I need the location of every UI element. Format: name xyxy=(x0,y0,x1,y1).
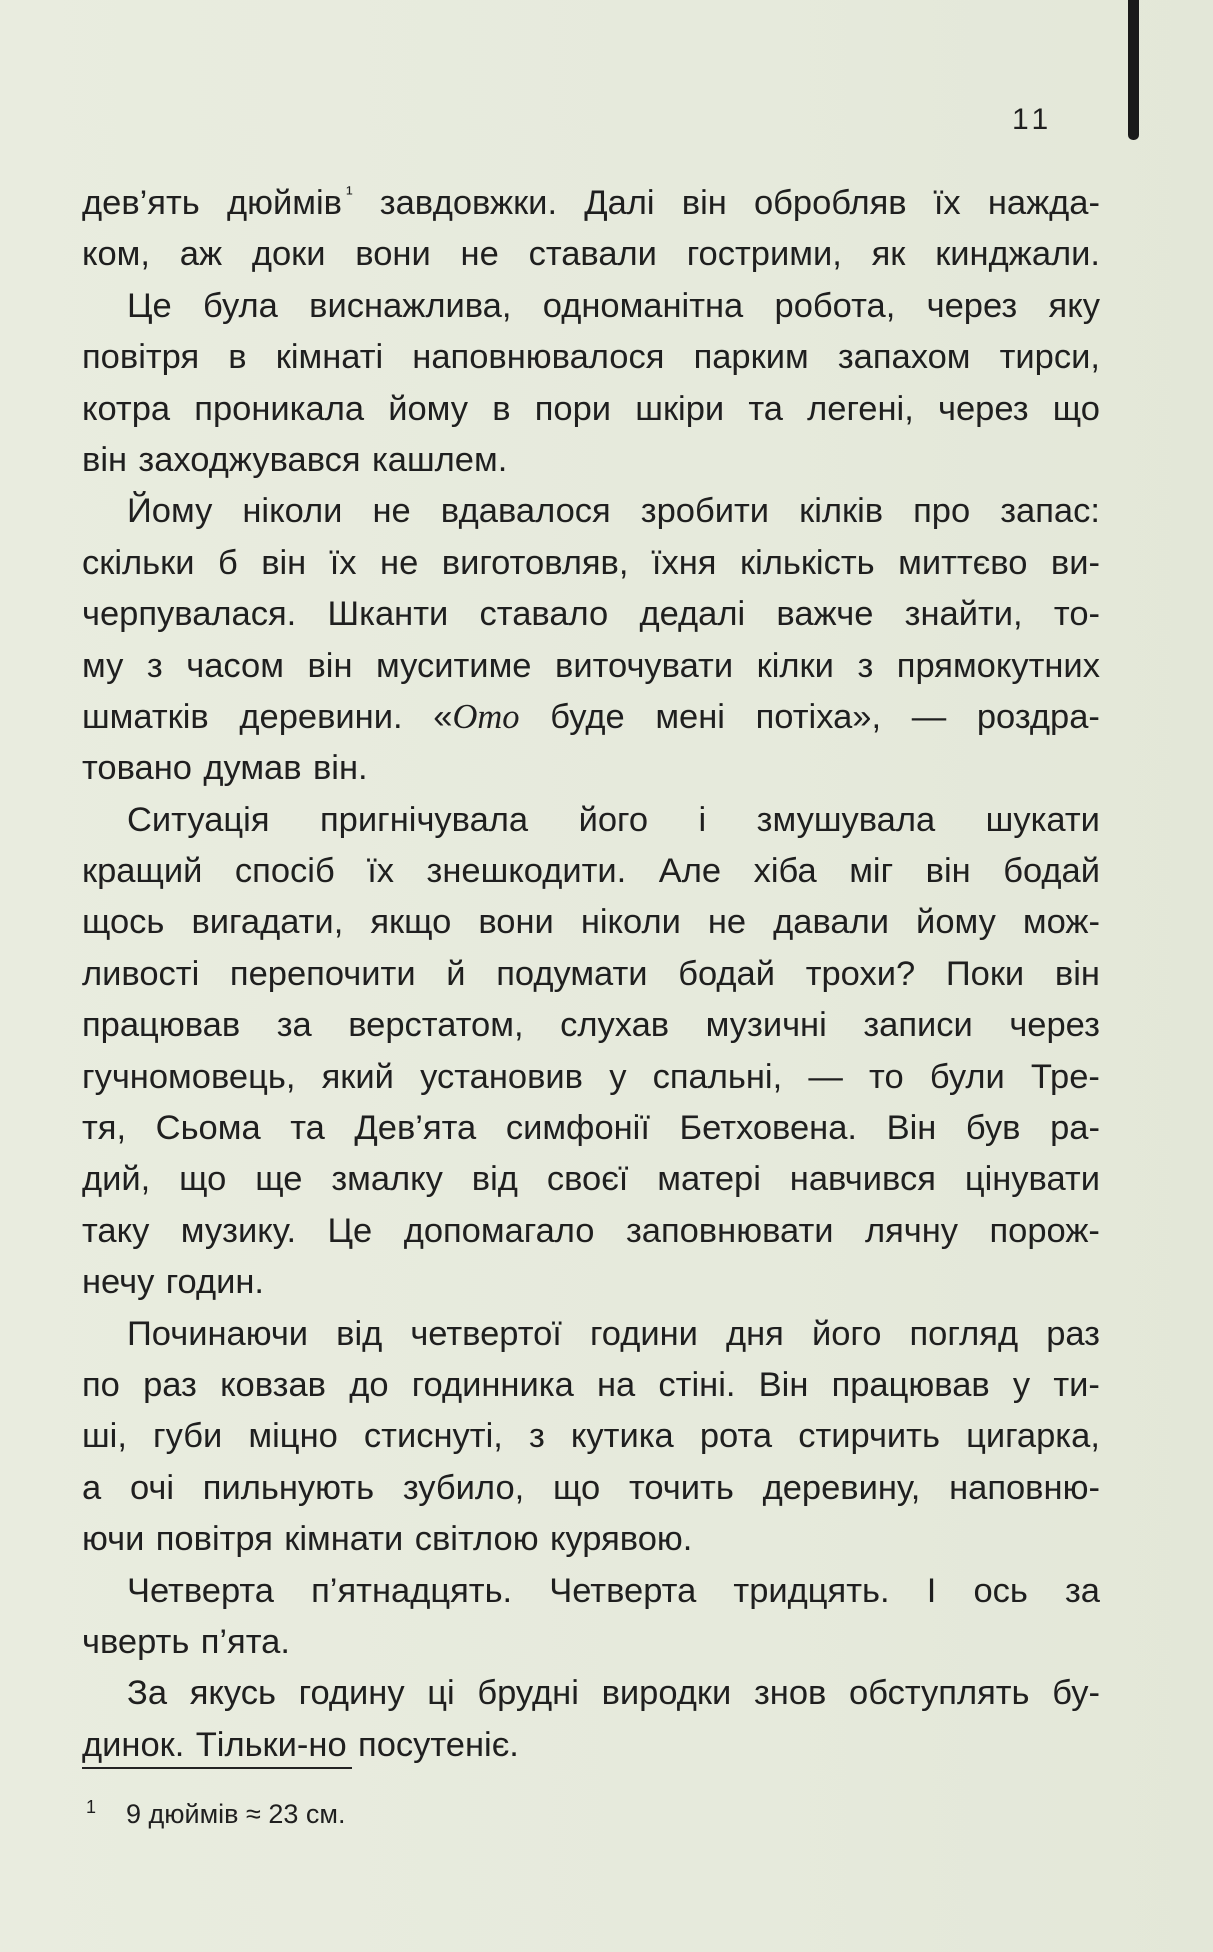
word: нечу xyxy=(82,1263,155,1302)
word: він xyxy=(82,440,128,479)
text-line xyxy=(82,897,1100,948)
body-text xyxy=(82,178,1100,1771)
word: Він xyxy=(758,1365,809,1404)
word: ці xyxy=(427,1674,455,1713)
word: Далі xyxy=(584,184,655,222)
word: на xyxy=(596,1365,636,1404)
text-line xyxy=(82,846,1100,897)
text-line xyxy=(82,384,1100,435)
word: йому xyxy=(388,389,469,428)
word: — xyxy=(911,697,947,736)
text-line xyxy=(82,1514,1100,1565)
word: му xyxy=(82,646,124,685)
word: зубило, xyxy=(402,1468,525,1507)
word: проникала xyxy=(194,389,365,428)
word: роздра- xyxy=(976,697,1100,736)
word: ливості xyxy=(82,954,200,993)
text-line xyxy=(82,1411,1100,1462)
word: кількість xyxy=(739,543,875,582)
word: кращий xyxy=(82,852,203,891)
word: їх xyxy=(933,184,961,222)
word: ра- xyxy=(1050,1109,1100,1148)
footnote-divider xyxy=(82,1767,352,1769)
word: обробляв xyxy=(753,184,907,222)
text-line xyxy=(82,538,1100,589)
text-line xyxy=(82,435,1100,486)
word: верстатом, xyxy=(348,1006,524,1045)
word: рота xyxy=(699,1417,773,1456)
word: Шканти xyxy=(327,595,449,634)
word: Це xyxy=(327,1211,373,1250)
word: тирси, xyxy=(999,338,1100,377)
word: дий, xyxy=(82,1160,151,1199)
word: ставало xyxy=(479,595,609,634)
text-line xyxy=(82,1668,1100,1719)
word: ком, xyxy=(82,235,150,274)
word: точить xyxy=(628,1468,734,1507)
word: стирчить xyxy=(798,1417,940,1456)
word: кашлем. xyxy=(371,440,508,479)
word: обступлять xyxy=(849,1674,1030,1713)
word: кілки xyxy=(756,646,834,685)
word: записи xyxy=(863,1006,973,1045)
text-line xyxy=(82,1309,1100,1360)
text-line xyxy=(82,1617,1100,1668)
word: знов xyxy=(753,1674,827,1713)
text-line xyxy=(82,1000,1100,1051)
word: виснажлива, xyxy=(309,286,512,325)
word: вони xyxy=(478,903,554,942)
word: скільки xyxy=(82,543,195,582)
word: вдавалося xyxy=(440,492,611,531)
word: дев’ять xyxy=(82,184,200,222)
word: ючи xyxy=(82,1520,145,1559)
word: годинника xyxy=(411,1365,574,1404)
text-line xyxy=(82,281,1100,332)
word: від xyxy=(471,1160,518,1199)
word: — xyxy=(808,1057,843,1096)
word: бодай xyxy=(1003,852,1100,891)
word: муситиме xyxy=(376,646,532,685)
word: п’ятнадцять. xyxy=(311,1571,513,1610)
word: шукати xyxy=(985,800,1100,839)
word: деревини. xyxy=(239,697,403,736)
word: пори xyxy=(534,389,612,428)
word: він xyxy=(307,646,353,685)
word: виродки xyxy=(601,1674,732,1713)
word: наповнювалося xyxy=(412,338,665,377)
word: Тре- xyxy=(1030,1057,1100,1096)
word: їхня xyxy=(651,543,717,582)
text-line xyxy=(82,692,1100,743)
word: в xyxy=(492,389,511,428)
text-line xyxy=(82,743,1100,794)
word: їх xyxy=(367,852,395,891)
word: виточувати xyxy=(555,646,734,685)
word: в xyxy=(228,338,247,377)
word: він. xyxy=(312,749,368,788)
word: «Ото xyxy=(433,697,520,736)
word: та xyxy=(748,389,783,428)
word: Дев’ята xyxy=(354,1109,477,1148)
word: міг xyxy=(849,852,894,891)
word: спальні, xyxy=(652,1057,783,1096)
word: раз xyxy=(1046,1314,1100,1353)
word: знайти, xyxy=(904,595,1023,634)
word: про xyxy=(913,492,971,531)
footnote-text: 9 дюймів ≈ 23 см. xyxy=(126,1799,346,1829)
word: який xyxy=(321,1057,394,1096)
word: пригнічувала xyxy=(320,800,529,839)
word: якусь xyxy=(189,1674,276,1713)
word: гучномовець, xyxy=(82,1057,296,1096)
word: ще xyxy=(255,1160,303,1199)
text-line xyxy=(82,795,1100,846)
word: від xyxy=(336,1314,383,1353)
word: запахом xyxy=(837,338,971,377)
footnote xyxy=(86,1790,345,1831)
text-line xyxy=(82,332,1100,383)
text-line xyxy=(82,1154,1100,1205)
word: деревину, xyxy=(762,1468,921,1507)
footnote-number: 1 xyxy=(86,1797,97,1817)
word: та xyxy=(290,1109,325,1148)
text-line xyxy=(82,486,1100,537)
word: що xyxy=(552,1468,601,1507)
italic-word: Ото xyxy=(452,697,520,736)
word: допомагало xyxy=(403,1211,595,1250)
word: Це xyxy=(127,286,172,325)
word: зробити xyxy=(640,492,770,531)
word: доки xyxy=(251,235,326,274)
word: перепочити xyxy=(229,954,416,993)
word: ковзав xyxy=(220,1365,327,1404)
word: Починаючи xyxy=(127,1314,309,1353)
word: прямокутних xyxy=(896,646,1100,685)
word: й xyxy=(446,954,466,993)
word: ти- xyxy=(1053,1365,1100,1404)
word: у xyxy=(1012,1365,1031,1404)
word: знешкодити. xyxy=(426,852,627,891)
word: парким xyxy=(693,338,809,377)
word: то xyxy=(869,1057,904,1096)
word: лячну xyxy=(864,1211,959,1250)
word: повітря xyxy=(155,1520,273,1559)
word: слухав xyxy=(560,1006,670,1045)
word: чверть xyxy=(82,1622,190,1661)
word: змушувала xyxy=(756,800,936,839)
text-line xyxy=(82,1566,1100,1617)
word: що xyxy=(179,1160,227,1199)
word: Тільки-но xyxy=(195,1725,347,1764)
word: через xyxy=(1009,1006,1100,1045)
word: динок. xyxy=(82,1725,185,1764)
word: давали xyxy=(773,903,890,942)
word: його xyxy=(811,1314,882,1353)
word: посутеніє. xyxy=(358,1725,519,1764)
footnote-reference: ¹ xyxy=(345,183,353,205)
word: світлою xyxy=(414,1520,539,1559)
word: по xyxy=(82,1365,120,1404)
text-line xyxy=(82,229,1100,280)
word: кімнати xyxy=(284,1520,404,1559)
word: що xyxy=(1052,389,1100,428)
word: не xyxy=(460,235,499,274)
word: цигарка, xyxy=(966,1417,1100,1456)
word: до xyxy=(349,1365,389,1404)
text-line xyxy=(82,1463,1100,1514)
word: завдовжки. xyxy=(379,184,558,222)
word: установив xyxy=(420,1057,583,1096)
word: були xyxy=(929,1057,1005,1096)
word: виготовляв, xyxy=(441,543,629,582)
word: За xyxy=(127,1674,168,1713)
word: йому xyxy=(916,903,996,942)
word: не xyxy=(707,903,747,942)
word: він xyxy=(925,852,971,891)
word: дедалі xyxy=(639,595,746,634)
word: б xyxy=(217,543,238,582)
word: легені, xyxy=(807,389,914,428)
page-edge-mark xyxy=(1128,0,1139,140)
word: Сьома xyxy=(155,1109,261,1148)
text-line xyxy=(82,1052,1100,1103)
text-line xyxy=(82,589,1100,640)
word: дня xyxy=(726,1314,784,1353)
text-line xyxy=(82,1720,1100,1771)
word: Ситуація xyxy=(127,800,270,839)
text-line xyxy=(82,1103,1100,1154)
word: симфонії xyxy=(505,1109,650,1148)
word: кинджали. xyxy=(935,235,1100,274)
word: ви- xyxy=(1050,543,1100,582)
word: ші, xyxy=(82,1417,127,1456)
word: ставали xyxy=(528,235,657,274)
word: шкіри xyxy=(635,389,725,428)
word: годин. xyxy=(165,1263,264,1302)
word: якщо xyxy=(370,903,452,942)
word: аж xyxy=(179,235,223,274)
word: Бетховена. xyxy=(679,1109,858,1148)
word: кімнаті xyxy=(275,338,384,377)
word: Йому xyxy=(127,492,213,531)
word: годину xyxy=(298,1674,405,1713)
word: кутика xyxy=(570,1417,674,1456)
word: з xyxy=(528,1417,545,1456)
word: за xyxy=(1064,1571,1100,1610)
word: шматків xyxy=(82,697,209,736)
word: з xyxy=(146,646,163,685)
word: а xyxy=(82,1468,102,1507)
word: Він xyxy=(886,1109,937,1148)
word: робота, xyxy=(774,286,896,325)
word: погляд xyxy=(909,1314,1019,1353)
word: музику. xyxy=(180,1211,297,1250)
word: тя, xyxy=(82,1109,127,1148)
word: таку xyxy=(82,1211,150,1250)
word: спосіб xyxy=(234,852,335,891)
text-line xyxy=(82,1360,1100,1411)
page-number: 11 xyxy=(1012,103,1054,136)
text-line xyxy=(82,178,1100,229)
text-line xyxy=(82,949,1100,1000)
word: з xyxy=(857,646,874,685)
word: кілків xyxy=(799,492,884,531)
word: Але xyxy=(658,852,722,891)
word: міцно xyxy=(248,1417,338,1456)
word: працював xyxy=(831,1365,990,1404)
word: навчився xyxy=(789,1160,936,1199)
word: Поки xyxy=(945,954,1025,993)
word: хіба xyxy=(753,852,817,891)
word: музичні xyxy=(705,1006,827,1045)
word: четвертої xyxy=(410,1314,562,1353)
word: заходжувався xyxy=(138,440,361,479)
word: вони xyxy=(355,235,431,274)
word: курявою. xyxy=(549,1520,693,1559)
word: очі xyxy=(129,1468,175,1507)
word: важче xyxy=(776,595,874,634)
word: порож- xyxy=(989,1211,1100,1250)
word: котра xyxy=(82,389,171,428)
word: запас: xyxy=(1000,492,1100,531)
word: через xyxy=(937,389,1029,428)
word: не xyxy=(372,492,411,531)
word: і xyxy=(698,800,707,839)
word: товано xyxy=(82,749,192,788)
word: матері xyxy=(657,1160,761,1199)
word: часом xyxy=(186,646,284,685)
word: буде xyxy=(550,697,625,736)
word: працював xyxy=(82,1006,241,1045)
word: І xyxy=(926,1571,937,1610)
word: своєї xyxy=(546,1160,629,1199)
word: одноманітна xyxy=(542,286,744,325)
word: яку xyxy=(1048,286,1100,325)
word: бу- xyxy=(1052,1674,1100,1713)
word: цінувати xyxy=(964,1160,1100,1199)
word: у xyxy=(609,1057,627,1096)
word: його xyxy=(578,800,649,839)
word: нажда- xyxy=(987,184,1100,222)
word: заповнювати xyxy=(625,1211,834,1250)
word: ніколи xyxy=(242,492,343,531)
word: мені xyxy=(655,697,725,736)
word: то- xyxy=(1053,595,1100,634)
word: змалку xyxy=(331,1160,443,1199)
word: він xyxy=(261,543,307,582)
word: наповню- xyxy=(949,1468,1100,1507)
word: була xyxy=(203,286,278,325)
word: Четверта xyxy=(549,1571,697,1610)
word: черпувалася. xyxy=(82,595,297,634)
word: через xyxy=(926,286,1018,325)
word: ось xyxy=(973,1571,1028,1610)
word: як xyxy=(871,235,906,274)
word: Четверта xyxy=(127,1571,274,1610)
word: стиснуті, xyxy=(363,1417,503,1456)
word: пильнують xyxy=(202,1468,375,1507)
word: губи xyxy=(153,1417,223,1456)
word: думав xyxy=(203,749,302,788)
word: гострими, xyxy=(686,235,842,274)
word: був xyxy=(965,1109,1021,1148)
word: подумати xyxy=(496,954,648,993)
word: він xyxy=(681,184,727,222)
word: тридцять. xyxy=(733,1571,890,1610)
word: брудні xyxy=(477,1674,579,1713)
word: миттєво xyxy=(898,543,1028,582)
word: бодай xyxy=(678,954,776,993)
word: вигадати, xyxy=(191,903,344,942)
word: щось xyxy=(82,903,165,942)
word: за xyxy=(276,1006,312,1045)
word: дюймів $^{^1}$ xyxy=(226,183,353,222)
word: п’ята. xyxy=(200,1622,290,1661)
word: повітря xyxy=(82,338,200,377)
text-line xyxy=(82,1257,1100,1308)
word: раз xyxy=(143,1365,197,1404)
word: стіні. xyxy=(658,1365,736,1404)
text-line xyxy=(82,641,1100,692)
word: ніколи xyxy=(580,903,681,942)
text-line xyxy=(82,1206,1100,1257)
word: їх xyxy=(329,543,357,582)
word: години xyxy=(589,1314,698,1353)
word: мож- xyxy=(1022,903,1100,942)
word: потіха», xyxy=(755,697,882,736)
word: трохи? xyxy=(805,954,916,993)
word: він xyxy=(1054,954,1100,993)
word: не xyxy=(380,543,419,582)
